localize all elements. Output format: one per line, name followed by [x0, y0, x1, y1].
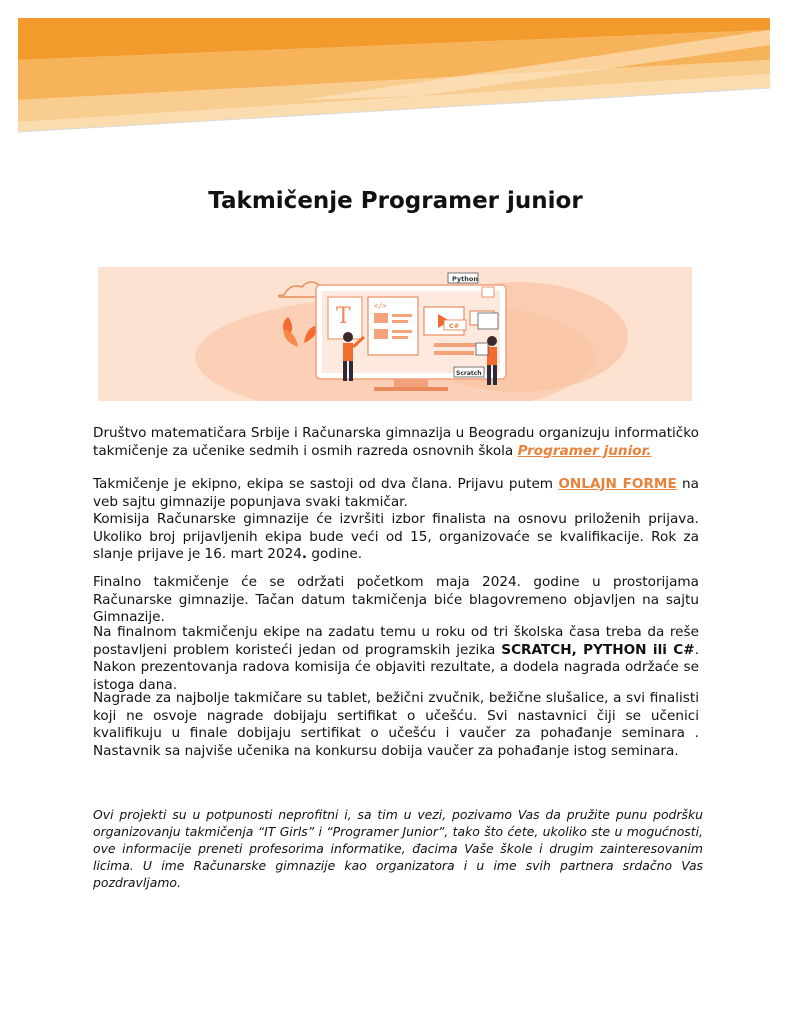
header-decoration	[0, 0, 791, 140]
banner-tag-csharp: C#	[449, 322, 460, 330]
banner-tag-t: T	[336, 304, 351, 329]
prizes-paragraph: Nagrade za najbolje takmičare su tablet, bežični zvučnik, bežične slušalice, a svi finalisti koji ne osvoje nagrade dobijaju sertifikat o učešću. Svi nastavnici čiji se učenici kvalifikuju u finale dobijaju sertifikat o učešću i vaučer za pohađanje seminara . Nastavnik sa najviše učenika na konkursu dobija vaučer za pohađanje istog seminara.	[93, 690, 699, 759]
registration-text-post: na veb sajtu gimnazije popunjava svaki takmičar.	[93, 476, 699, 510]
programer-junior-link[interactable]: Programer junior.	[517, 442, 652, 459]
page-title: Takmičenje Programer junior	[208, 188, 583, 214]
banner-tag-python: Python	[452, 275, 478, 283]
selection-text-end: godine.	[307, 546, 363, 563]
footer-note: Ovi projekti su u potpunosti neprofitni i, sa tim u vezi, pozivamo Vas da pružite punu podršku organizovanju takmičenja “IT Girls” i “Programer Junior”, tako što ćete, ukoliko ste u mogućnosti, ove informacije preneti profesorima informatike, đacima Vaše škole i drugim zainteresovanim licima. U ime Računarske gimnazije kao organizatora i u ime svih partnera srdačno Vas pozdravljamo.	[93, 807, 703, 890]
online-form-link[interactable]: ONLAJN FORME	[558, 476, 677, 492]
registration-paragraph	[93, 476, 699, 564]
languages-text: SCRATCH, PYTHON ili C#	[501, 641, 695, 658]
task-text-pre: Na finalnom takmičenju ekipe na zadatu temu u roku od tri školska časa treba da reše postavljeni problem koristeći jedan od programskih jezika	[93, 624, 699, 658]
final-competition-paragraph: Finalno takmičenje će se održati početkom maja 2024. godine u prostorijama Računarske gimnazije. Tačan datum takmičenja biće blagovremeno objavljen na sajtu Gimnazije.	[93, 574, 699, 626]
intro-text: Društvo matematičara Srbije i Računarska gimnazija u Beogradu organizuju informatičko takmičenje za učenike sedmih i osmih razreda osnovnih škola	[93, 425, 699, 459]
registration-text-pre: Takmičenje je ekipno, ekipa se sastoji od dva člana. Prijavu putem	[93, 476, 559, 492]
banner-illustration	[98, 267, 692, 401]
selection-text-body: Komisija Računarske gimnazije će izvršiti izbor finalista na osnovu priloženih prijava. Ukoliko broj prijavljenih ekipa bude veći od 15, organizovaće se kvalifikacije. Rok za slanje prijave je 16. mart 2024	[93, 511, 699, 563]
task-text-post: . Nakon prezentovanja radova komisija će objaviti rezultate, a dodela nagrada održaće se istoga dana.	[93, 641, 699, 693]
programming-banner	[98, 267, 692, 401]
banner-tag-code: </>	[374, 302, 387, 310]
selection-text-dot: .	[301, 546, 308, 563]
task-paragraph	[93, 624, 699, 694]
intro-paragraph	[93, 425, 699, 460]
banner-tag-scratch: Scratch	[456, 370, 482, 377]
selection-text	[93, 511, 699, 564]
